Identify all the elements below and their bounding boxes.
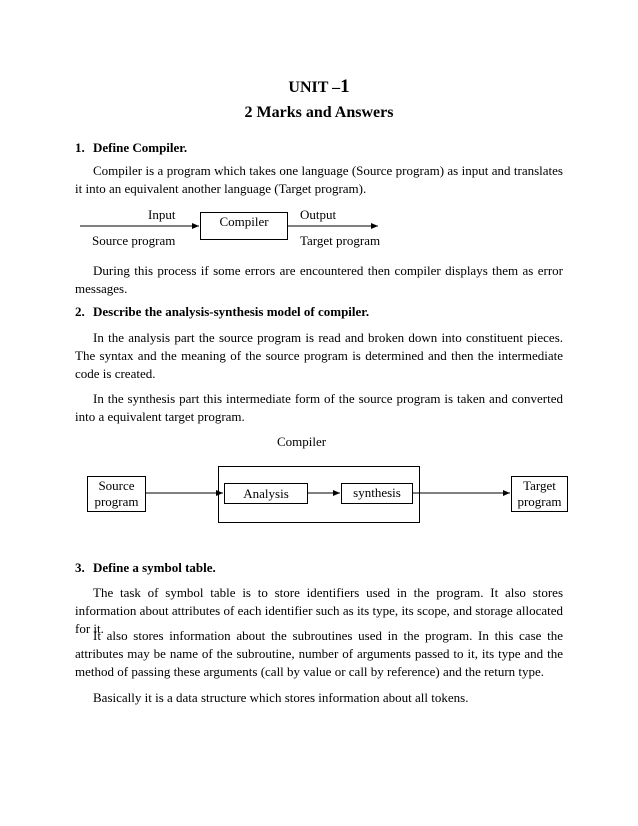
diagram-2-source-line-2: program (94, 494, 139, 509)
diagram-2-synthesis-label: synthesis (353, 485, 401, 500)
question-3-answer-para-2 (75, 627, 563, 681)
question-3-answer-para-3-text: Basically it is a data structure which stores information about all tokens. (93, 690, 469, 705)
diagram-2-source-line-1: Source (98, 478, 135, 493)
question-3-answer-para-2-text: It also stores information about the subroutines used in the program. In this case the attributes may be name of the subroutine, number of arguments passed to it, its type and the method of passing these arguments (call by value or call by reference) and the return type. (75, 628, 563, 679)
diagram-1-source-label: Source program (92, 233, 176, 248)
diagram-2-compiler-label: Compiler (277, 434, 327, 449)
question-1-answer-para-1-text: Compiler is a program which takes one language (Source program) as input and translates it into an equivalent another language (Target program). (75, 163, 563, 196)
diagram-1-compiler-label: Compiler (219, 214, 269, 229)
diagram-2-target-line-2: program (517, 494, 562, 509)
question-2-text: Describe the analysis-synthesis model of compiler. (93, 304, 370, 319)
question-1-answer-para-2-text: During this process if some errors are encountered then compiler displays them as error messages. (75, 263, 563, 296)
diagram-2-analysis-label: Analysis (243, 486, 289, 501)
diagram-2-target-line-1: Target (523, 478, 556, 493)
diagram-1-target-label: Target program (300, 233, 381, 248)
question-1-text: Define Compiler. (93, 140, 188, 155)
diagram-1-input-label: Input (148, 207, 176, 222)
diagram-1-output-label: Output (300, 207, 337, 222)
unit-number: 1 (340, 76, 350, 97)
unit-label: UNIT – (288, 79, 341, 96)
question-3-answer-para-3 (75, 689, 563, 707)
question-2-number: 2. (75, 304, 85, 319)
question-3-answer-para-1-text: The task of symbol table is to store identifiers used in the program. It also stores information about attributes of each identifier such as its type, its scope, and storage allocated for it. (75, 585, 563, 636)
question-2-answer-para-2-text: In the synthesis part this intermediate form of the source program is taken and converted into a equivalent target program. (75, 391, 563, 424)
question-3-number: 3. (75, 560, 85, 575)
question-3-heading (75, 560, 216, 576)
question-1-number: 1. (75, 140, 85, 155)
question-2-answer-para-1-text: In the analysis part the source program is read and broken down into constituent pieces. The syntax and the meaning of the source program is determined and then the intermediate code is created. (75, 330, 563, 381)
question-3-text: Define a symbol table. (93, 560, 216, 575)
page-subtitle: 2 Marks and Answers (244, 104, 394, 121)
